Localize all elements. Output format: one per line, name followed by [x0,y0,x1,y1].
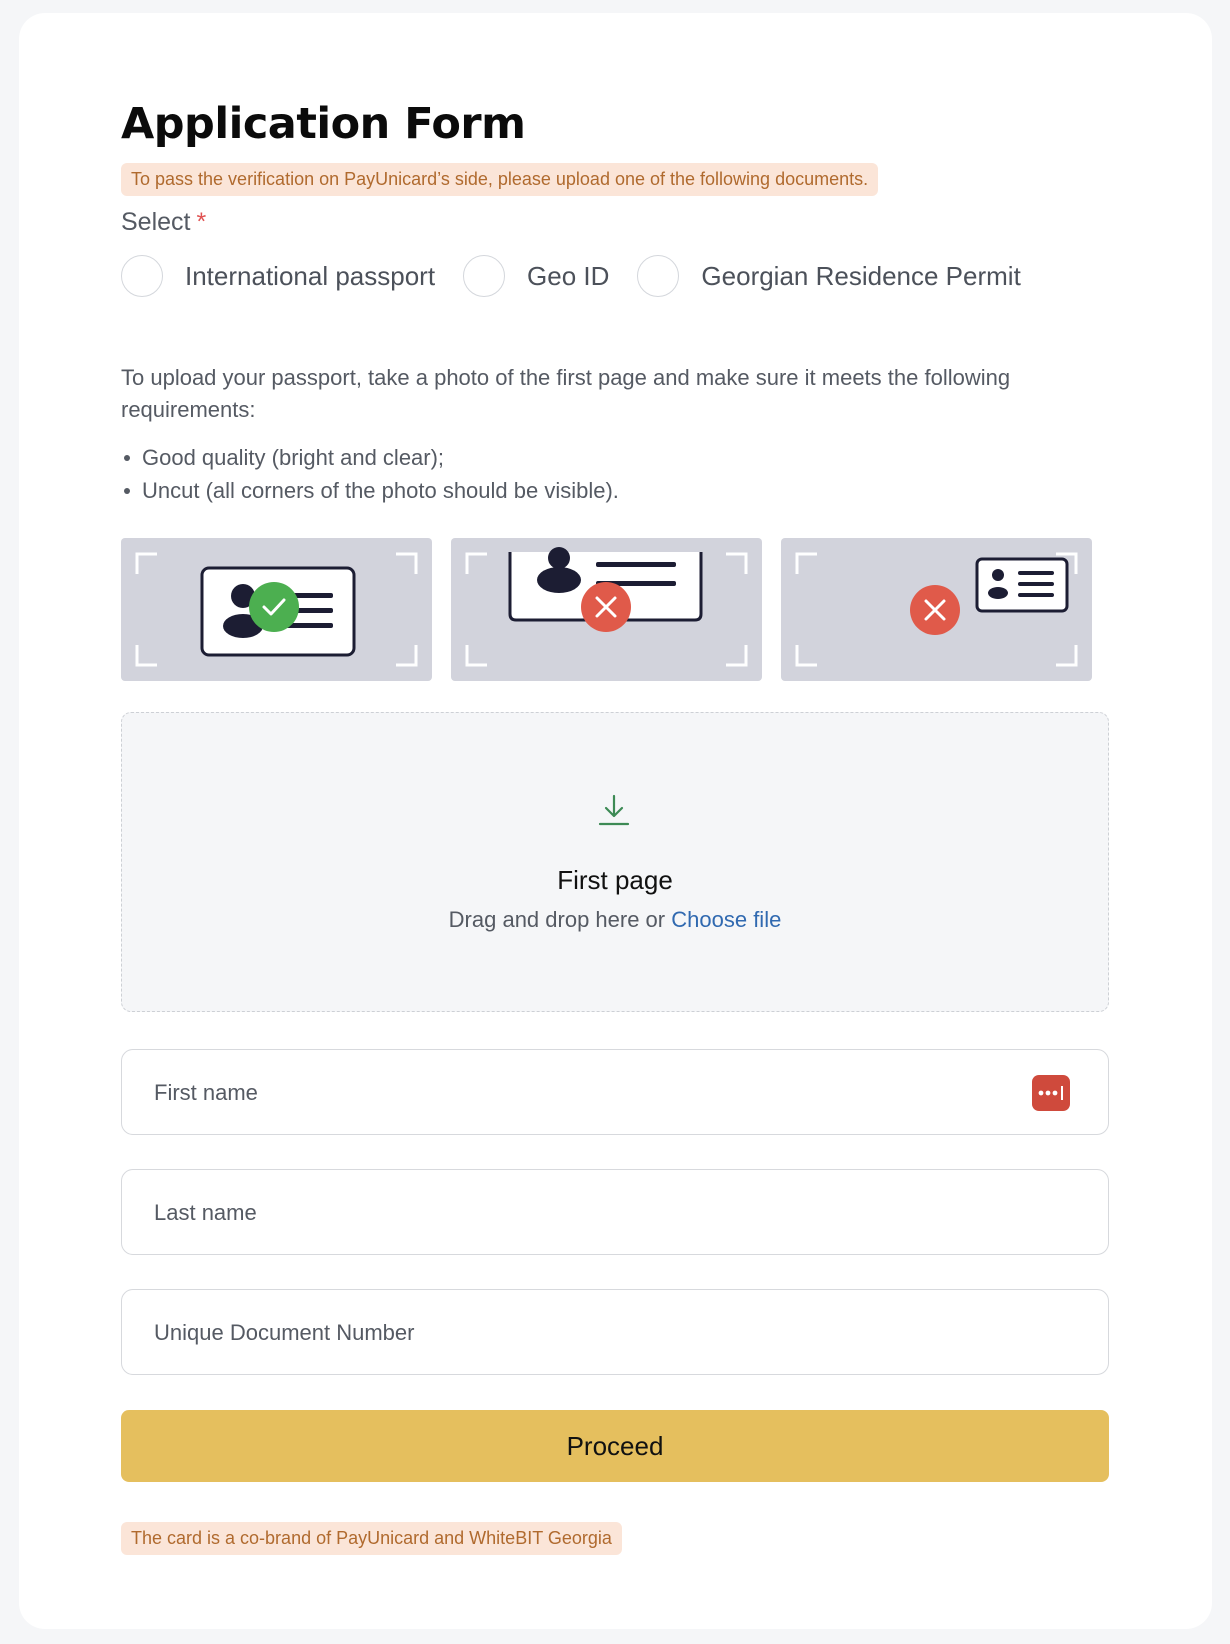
file-dropzone[interactable] [121,712,1109,1012]
page-title: Application Form [121,99,526,149]
verification-notice: To pass the verification on PayUnicard’s side, please upload one of the following documents. [121,163,878,196]
upload-instruction [122,907,1108,933]
choose-file-link[interactable]: Choose file [671,907,782,932]
proceed-button[interactable]: Proceed [121,1410,1109,1482]
first-name-input[interactable] [152,1050,1036,1136]
download-arrow-icon [596,792,632,828]
upload-instructions: To upload your passport, take a photo of the first page and make sure it meets the following requirements: [121,365,1011,422]
sample-photos [121,538,1111,681]
upload-title: First page [557,865,673,895]
cross-icon [581,582,631,632]
document-number-input[interactable] [152,1290,1036,1376]
sample-cropped-photo [451,538,762,681]
sample-offcenter-photo [781,538,1092,681]
select-label-text: Select [121,208,191,236]
radio-button[interactable] [121,255,163,297]
requirements-list [121,441,619,507]
radio-button[interactable] [637,255,679,297]
document-type-group [121,255,1049,297]
first-name-field[interactable] [121,1049,1109,1135]
document-number-field[interactable] [121,1289,1109,1375]
check-icon [249,582,299,632]
option-label[interactable]: Geo ID [527,260,610,291]
cobrand-note: The card is a co-brand of PayUnicard and WhiteBIT Georgia [121,1522,622,1555]
requirement-item: Uncut (all corners of the photo should be visible). [121,474,619,507]
option-georgian-residence-permit[interactable] [637,255,1020,297]
option-label[interactable]: Georgian Residence Permit [701,260,1021,291]
last-name-field[interactable] [121,1169,1109,1255]
drag-drop-text: Drag and drop here or [448,907,666,932]
option-international-passport[interactable] [121,255,435,297]
option-label[interactable]: International passport [185,260,436,291]
last-name-input[interactable] [152,1170,1036,1256]
radio-button[interactable] [463,255,505,297]
select-label [121,208,206,237]
cross-icon [910,585,960,635]
required-mark: * [196,208,207,236]
password-manager-icon[interactable] [1032,1075,1070,1111]
sample-correct-photo [121,538,432,681]
application-card [19,13,1212,1629]
option-geo-id[interactable] [463,255,609,297]
requirement-item: Good quality (bright and clear); [121,441,619,474]
